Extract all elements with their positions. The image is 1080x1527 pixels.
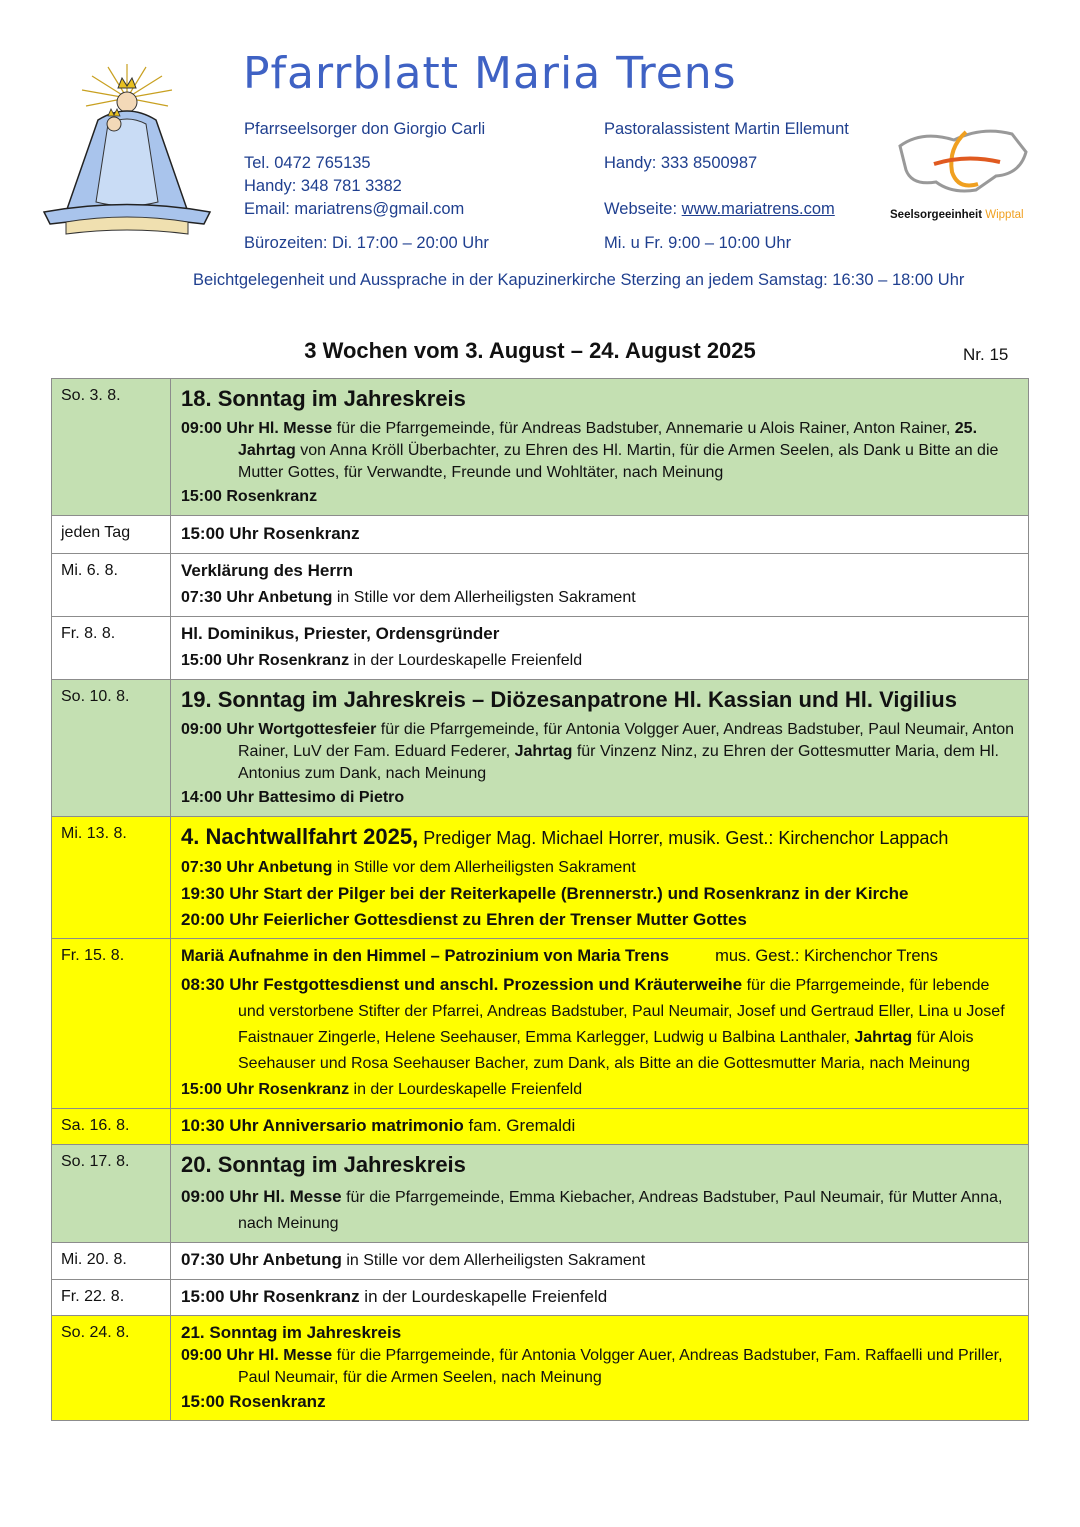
row-content [171, 1316, 1029, 1421]
table-row [52, 1109, 1029, 1145]
newsletter-title: Pfarrblatt Maria Trens [243, 48, 737, 99]
row-date: Fr. 22. 8. [52, 1280, 171, 1316]
row-entry: 15:00 Uhr Rosenkranz in der Lourdeskapelle Freienfeld [181, 1287, 608, 1306]
row-content [171, 379, 1029, 516]
row-title: 20. Sonntag im Jahreskreis [181, 1152, 466, 1177]
row-entry: 20:00 Uhr Feierlicher Gottesdienst zu Ehren der Trenser Mutter Gottes [181, 910, 747, 929]
row-date: So. 24. 8. [52, 1316, 171, 1421]
row-entry: 07:30 Uhr Anbetung in Stille vor dem Allerheiligsten Sakrament [181, 589, 636, 606]
website-label: Webseite: [604, 200, 678, 218]
row-entry: 09:00 Uhr Wortgottesfeier für die Pfarrgemeinde, für Antonia Volgger Auer, Andreas Badstuber, Paul Neumair, Anton Rainer, LuV der Fam. Eduard Federer, Jahrtag für Vinzenz Ninz, zu Ehren der Gottesmutter Maria, dem Hl. Antonius zum Dank, nach Meinung [181, 721, 1015, 782]
row-date: Sa. 16. 8. [52, 1109, 171, 1145]
row-entry: 15:00 Uhr Rosenkranz [181, 524, 360, 543]
table-row [52, 554, 1029, 617]
row-entry: 19:30 Uhr Start der Pilger bei der Reiterkapelle (Brennerstr.) und Rosenkranz in der Kirche [181, 884, 909, 903]
logo-caption: Seelsorgeeinheit Wipptal [890, 209, 1024, 221]
confession-notice: Beichtgelegenheit und Aussprache in der Kapuzinerkirche Sterzing an jedem Samstag: 16:30 – 18:00 Uhr [193, 271, 965, 289]
row-content [171, 939, 1029, 1109]
pastor-name: Pfarrseelsorger don Giorgio Carli [244, 120, 486, 138]
row-content [171, 516, 1029, 554]
row-date: Mi. 13. 8. [52, 817, 171, 939]
office-hours-right: Mi. u Fr. 9:00 – 10:00 Uhr [604, 234, 792, 252]
row-entry: 15:00 Uhr Rosenkranz in der Lourdeskapelle Freienfeld [181, 1081, 583, 1098]
row-content [171, 617, 1029, 680]
period-heading: 3 Wochen vom 3. August – 24. August 2025 [304, 338, 756, 363]
row-entry: 09:00 Uhr Hl. Messe für die Pfarrgemeinde, Emma Kiebacher, Andreas Badstuber, Paul Neumair, für Mutter Anna, nach Meinung [181, 1187, 1003, 1232]
row-date: jeden Tag [52, 516, 171, 554]
madonna-illustration [38, 62, 216, 248]
row-date: Mi. 20. 8. [52, 1243, 171, 1280]
table-row [52, 516, 1029, 554]
table-row [52, 817, 1029, 939]
row-title: Hl. Dominikus, Priester, Ordensgründer [181, 624, 500, 643]
row-date: Fr. 8. 8. [52, 617, 171, 680]
assistant-name: Pastoralassistent Martin Ellemunt [604, 120, 849, 138]
row-content [171, 680, 1029, 817]
row-entry: 14:00 Uhr Battesimo di Pietro [181, 789, 405, 806]
row-content [171, 817, 1029, 939]
website-line [604, 198, 835, 221]
row-date: So. 10. 8. [52, 680, 171, 817]
table-row [52, 1145, 1029, 1243]
seelsorgeeinheit-logo [892, 124, 1032, 204]
table-row [52, 1243, 1029, 1280]
table-row [52, 1280, 1029, 1316]
pastor-email: Email: mariatrens@gmail.com [244, 200, 465, 218]
table-row [52, 617, 1029, 680]
row-content [171, 1280, 1029, 1316]
row-entry: 15:00 Rosenkranz [181, 1392, 326, 1411]
schedule-table [51, 378, 1029, 1421]
row-date: Fr. 15. 8. [52, 939, 171, 1109]
table-row [52, 1316, 1029, 1421]
row-title: Mariä Aufnahme in den Himmel – Patrozinium von Maria Trens mus. Gest.: Kirchenchor Trens [181, 947, 938, 965]
row-entry: 10:30 Uhr Anniversario matrimonio fam. Gremaldi [181, 1116, 576, 1135]
row-entry: 07:30 Uhr Anbetung in Stille vor dem Allerheiligsten Sakrament [181, 1250, 646, 1269]
row-entry: 09:00 Uhr Hl. Messe für die Pfarrgemeinde, für Andreas Badstuber, Annemarie u Alois Rainer, Anton Rainer, 25. Jahrtag von Anna Kröll Überbachter, zu Ehren des Hl. Martin, für die Armen Seelen, als Dank u Bitte an die Mutter Gottes, für Verwandte, Freunde und Wohltäter, nach Meinung [181, 420, 999, 481]
row-content [171, 1145, 1029, 1243]
pastor-mobile: Handy: 348 781 3382 [244, 177, 402, 195]
row-entry: 15:00 Uhr Rosenkranz in der Lourdeskapelle Freienfeld [181, 652, 583, 669]
row-content [171, 1243, 1029, 1280]
row-date: Mi. 6. 8. [52, 554, 171, 617]
pastor-phone: Tel. 0472 765135 [244, 154, 371, 172]
row-content [171, 1109, 1029, 1145]
assistant-mobile: Handy: 333 8500987 [604, 154, 758, 172]
table-row [52, 379, 1029, 516]
row-title: 18. Sonntag im Jahreskreis [181, 386, 466, 411]
row-entry: 08:30 Uhr Festgottesdienst und anschl. Prozession und Kräuterweihe für die Pfarrgemeinde, für lebende und verstorbene Stifter der Pfarrei, Andreas Badstuber, Paul Neumair, Josef und Gertraud Eller, Lina u Josef Faistnauer Zingerle, Helene Seehauser, Emma Karlegger, Ludwig u Balbina Lanthaler, Jahrtag für Alois Seehauser und Rosa Seehauser Bacher, zum Dank, als Bitte an die Gottesmutter Maria, nach Meinung [181, 975, 1005, 1072]
row-date: So. 17. 8. [52, 1145, 171, 1243]
table-row [52, 939, 1029, 1109]
office-hours-left: Bürozeiten: Di. 17:00 – 20:00 Uhr [244, 234, 489, 252]
row-title: Verklärung des Herrn [181, 561, 353, 580]
row-entry: 15:00 Rosenkranz [181, 488, 318, 505]
row-entry: 09:00 Uhr Hl. Messe für die Pfarrgemeinde, für Antonia Volgger Auer, Andreas Badstuber, Fam. Raffaelli und Priller, Paul Neumair, für die Armen Seelen, nach Meinung [181, 1347, 1003, 1386]
issue-number: Nr. 15 [963, 345, 1009, 364]
row-title: 19. Sonntag im Jahreskreis – Diözesanpatrone Hl. Kassian und Hl. Vigilius [181, 687, 957, 712]
row-date: So. 3. 8. [52, 379, 171, 516]
row-title: 4. Nachtwallfahrt 2025, Prediger Mag. Michael Horrer, musik. Gest.: Kirchenchor Lappach [181, 824, 949, 849]
table-row [52, 680, 1029, 817]
row-title: 21. Sonntag im Jahreskreis [181, 1323, 402, 1342]
row-content [171, 554, 1029, 617]
row-entry: 07:30 Uhr Anbetung in Stille vor dem Allerheiligsten Sakrament [181, 859, 636, 876]
website-link[interactable]: www.mariatrens.com [681, 200, 835, 218]
